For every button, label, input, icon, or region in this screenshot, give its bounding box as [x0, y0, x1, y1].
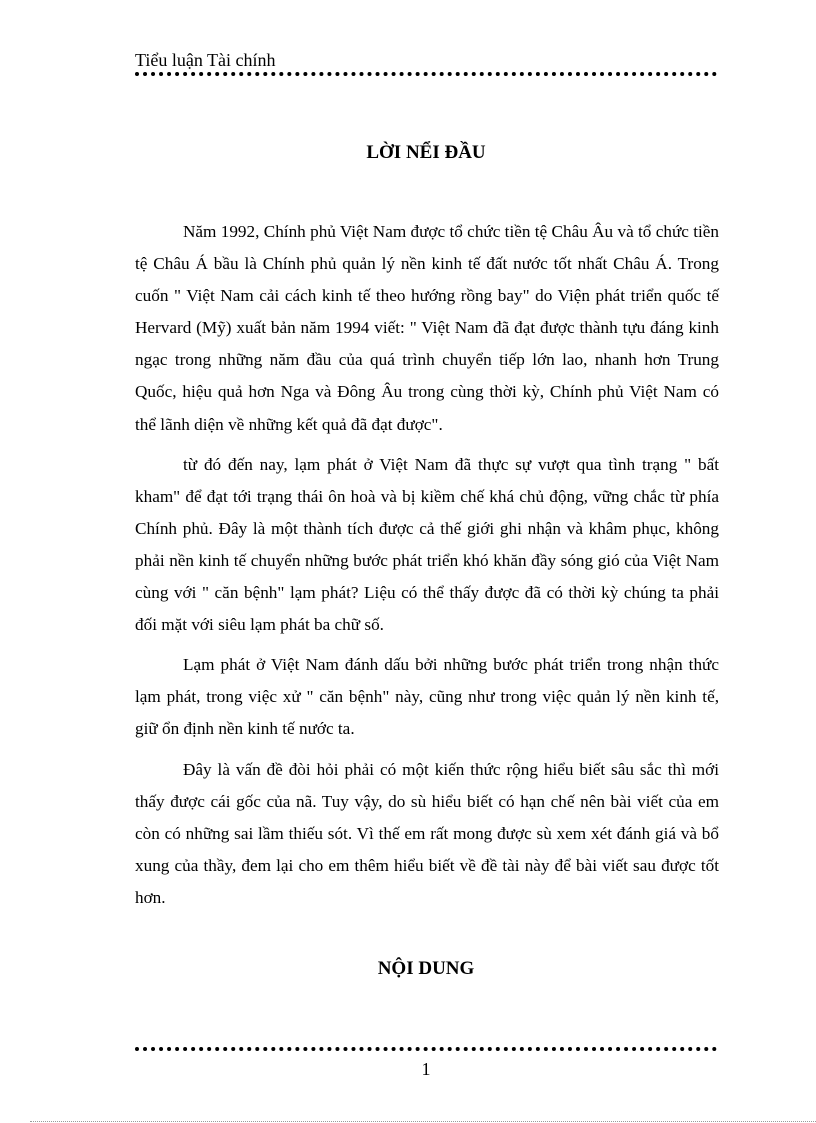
- page-number: 1: [421, 1059, 431, 1079]
- content-heading: NỘI DUNG: [377, 958, 475, 979]
- paragraph-3: Lạm phát ở Việt Nam đánh dấu bởi những bước phát triển trong nhận thức lạm phát, trong việc xử " căn bệnh" này, cũng như trong việc quản lý nền kinh tế, giữ ổn định nền kinh tế nước ta.: [135, 655, 719, 739]
- footer-dotted-rule: [135, 1047, 717, 1051]
- header-dotted-rule: [135, 72, 717, 76]
- body-text: [135, 216, 719, 922]
- introduction-heading: LỜI NỂI ĐẦU: [366, 142, 486, 163]
- page-edge-dotted-line: [30, 1121, 816, 1122]
- running-header: Tiểu luận Tài chính: [135, 50, 276, 70]
- paragraph-1: Năm 1992, Chính phủ Việt Nam được tổ chức tiền tệ Châu Âu và tổ chức tiền tệ Châu Á bầu là Chính phủ quản lý nền kinh tế đất nước tốt nhất Châu Á. Trong cuốn " Việt Nam cải cách kinh tế theo hướng rồng bay" do Viện phát triển quốc tế Hervard (Mỹ) xuất bản năm 1994 viết: " Việt Nam đã đạt được thành tựu đáng kinh ngạc trong những năm đầu của quá trình chuyển tiếp lớn lao, nhanh hơn Trung Quốc, hiệu quả hơn Nga và Đông Âu trong cùng thời kỳ, Chính phủ Việt Nam có thể lãnh diện về những kết quả đã đạt được".: [135, 222, 719, 434]
- paragraph-2: từ đó đến nay, lạm phát ở Việt Nam đã thực sự vượt qua tình trạng " bất kham" để đạt tới trạng thái ôn hoà và bị kiềm chế khá chủ động, vững chắc từ phía Chính phủ. Đây là một thành tích được cả thế giới ghi nhận và khâm phục, không phải nền kinh tế chuyển những bước phát triển khó khăn đầy sóng gió của Việt Nam cùng với " căn bệnh" lạm phát? Liệu có thể thấy được đã có thời kỳ chúng ta phải đối mặt với siêu lạm phát ba chữ số.: [135, 454, 719, 635]
- paragraph-4: Đây là vấn đề đòi hỏi phải có một kiến thức rộng hiểu biết sâu sắc thì mới thấy được cái gốc của nã. Tuy vậy, do sù hiểu biết có hạn chế nên bài viết của em còn có những sai lầm thiếu sót. Vì thế em rất mong được sù xem xét đánh giá và bổ xung của thầy, đem lại cho em thêm hiểu biết về đề tài này để bài viết sau được tốt hơn.: [135, 759, 719, 907]
